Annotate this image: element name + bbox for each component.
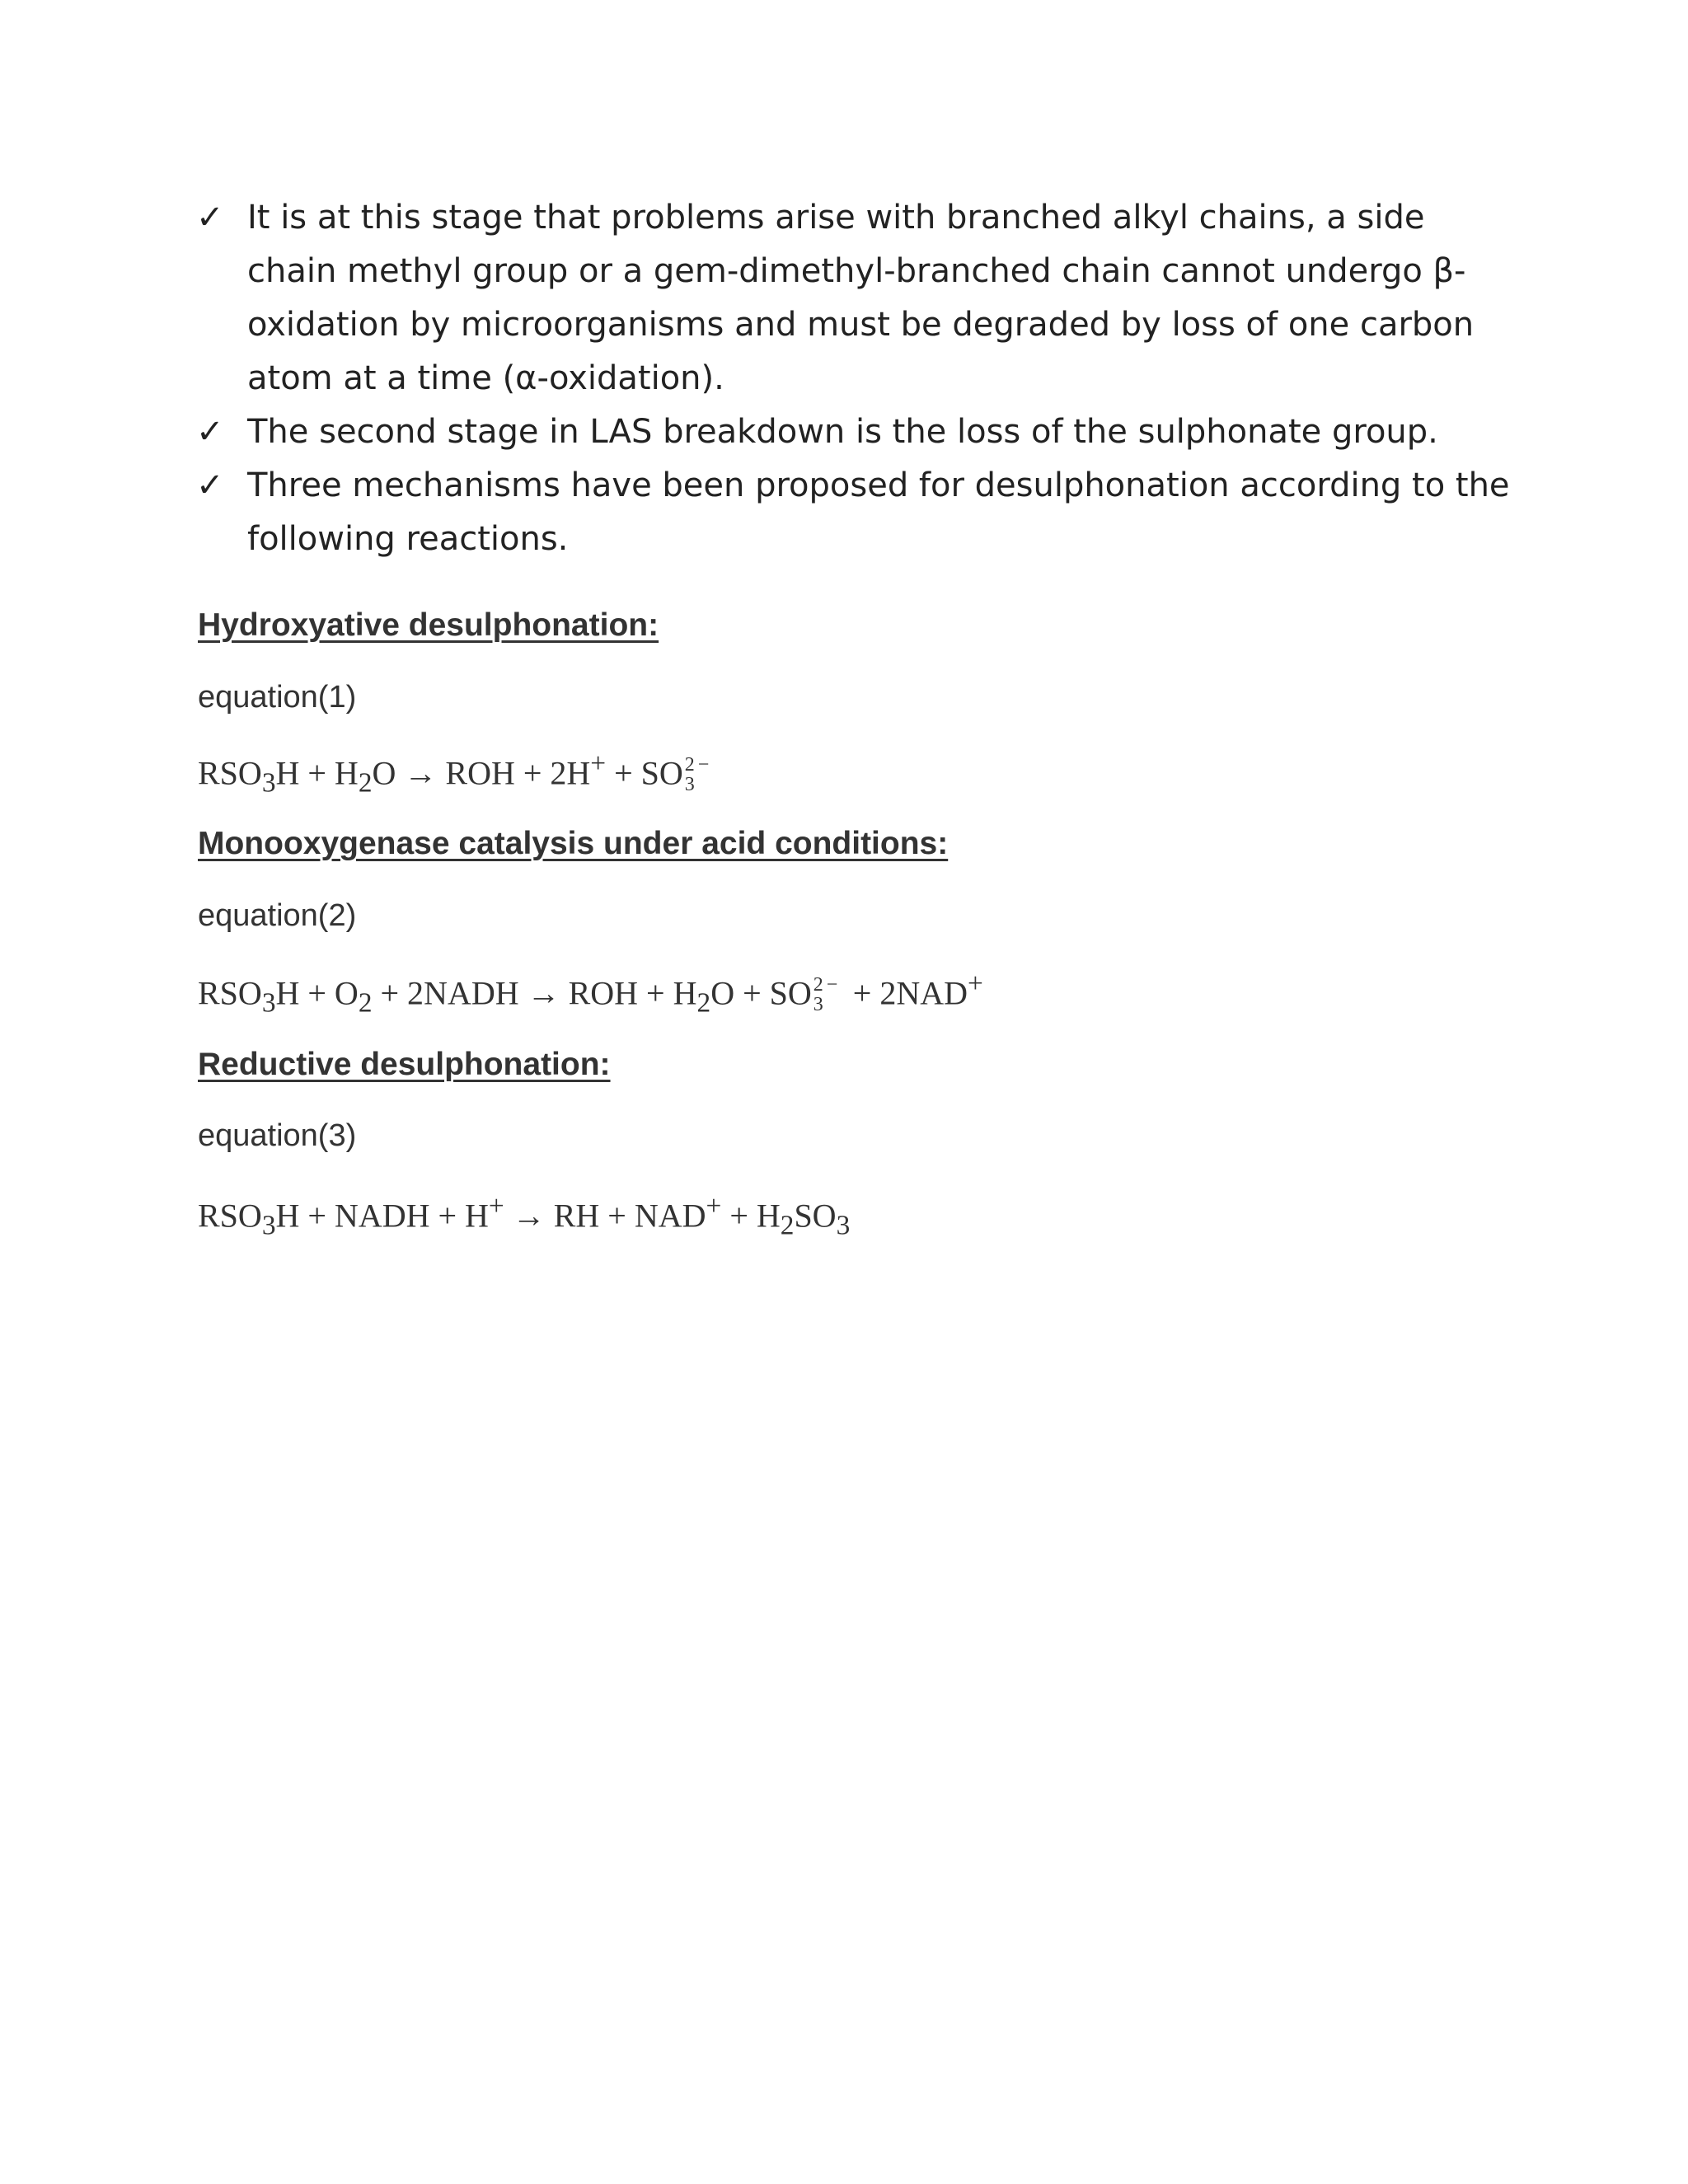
equation-label-2: equation(2) (198, 898, 357, 933)
equation-subscript: 2 (696, 987, 711, 1019)
ion-subscript: 3 (684, 774, 695, 796)
section-heading-monooxygenase: Monooxygenase catalysis under acid conditions: (198, 826, 949, 861)
bullet-text: The second stage in LAS breakdown is the loss of the sulphonate group. (247, 413, 1438, 451)
equation-label-3: equation(3) (198, 1118, 357, 1153)
equation-subscript: 2 (358, 767, 373, 799)
equation-part: RSO (198, 754, 262, 792)
equation-part: + SO (606, 754, 683, 792)
equation-part: O + SO (710, 974, 812, 1012)
equation-subscript: 2 (358, 987, 373, 1019)
check-mark-icon: ✓ (196, 466, 224, 504)
equation-part: H + NADH + H (275, 1197, 489, 1235)
equation-subscript: 3 (836, 1210, 851, 1241)
equation-subscript: 3 (261, 987, 276, 1019)
equation-part: RSO (198, 1197, 262, 1235)
equation-part: SO (794, 1197, 837, 1235)
equation-superscript: + (967, 968, 983, 999)
ion-charge: − (826, 974, 838, 996)
ion-superscript: 2 (684, 754, 695, 776)
bullet-item (196, 405, 1515, 459)
bullet-text: Three mechanisms have been proposed for desulphonation according to the following reactions. (247, 466, 1510, 558)
sulfite-ion-charge (683, 754, 716, 796)
equation-subscript: 3 (261, 767, 276, 799)
equation-part: RSO (198, 974, 262, 1012)
equation-superscript: + (706, 1191, 722, 1221)
equation-part: H + H (275, 754, 359, 792)
sulfite-ion-charge (812, 974, 845, 1016)
ion-subscript: 3 (813, 994, 823, 1016)
check-mark-icon: ✓ (196, 199, 224, 237)
equation-part: H + O (275, 974, 359, 1012)
equation-part: → RH + NAD (504, 1197, 706, 1235)
equation-subscript: 3 (261, 1210, 276, 1241)
section-heading-hydroxyative: Hydroxyative desulphonation: (198, 607, 659, 643)
ion-charge: − (697, 754, 710, 776)
equation-2 (198, 968, 983, 1019)
equation-label-1: equation(1) (198, 680, 357, 715)
equation-3 (198, 1191, 850, 1241)
equation-part: + 2NAD (844, 974, 968, 1012)
equation-part: O → ROH + 2H (372, 754, 591, 792)
equation-superscript: + (590, 748, 607, 779)
equation-1 (198, 748, 716, 799)
equation-part: + H (721, 1197, 781, 1235)
check-mark-icon: ✓ (196, 413, 224, 451)
section-heading-reductive: Reductive desulphonation: (198, 1047, 611, 1082)
ion-superscript: 2 (813, 974, 823, 996)
bullet-item (196, 459, 1515, 566)
bullet-list (196, 191, 1515, 566)
bullet-text: It is at this stage that problems arise with branched alkyl chains, a side chain methyl group or a gem-dimethyl-branched chain cannot undergo β-oxidation by microorganisms and must be degraded by loss of one carbon atom at a time (α-oxidation). (247, 199, 1475, 397)
equation-subscript: 2 (780, 1210, 795, 1241)
equation-superscript: + (488, 1191, 504, 1221)
equation-part: + 2NADH → ROH + H (372, 974, 697, 1012)
bullet-item (196, 191, 1515, 405)
